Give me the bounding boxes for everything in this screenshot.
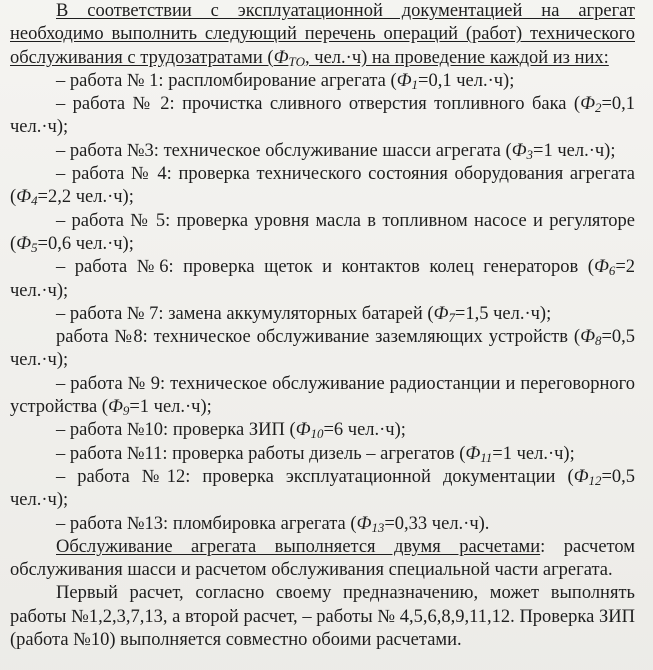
work-item-labor: =0,6 чел.·ч);	[37, 233, 134, 254]
work-item-symbol: Ф	[511, 140, 527, 161]
work-item-symbol-subscript: 9	[122, 402, 130, 418]
work-item-text: – работа №13: пломбировка агрегата (	[56, 513, 357, 534]
work-item-text: – работа №10: проверка ЗИП (	[56, 420, 296, 441]
work-item-text: – работа №6: проверка щеток и контактов колец генераторов (	[56, 257, 594, 278]
work-item	[10, 93, 635, 140]
work-item-symbol: Ф	[593, 257, 609, 278]
work-item-labor: =1,5 чел.·ч);	[454, 303, 552, 324]
work-item-text: – работа № 4: проверка технического состояния оборудования агрегата (	[10, 164, 635, 208]
work-item-text: – работа № 2: прочистка сливного отверстия топливного бака (	[56, 94, 581, 115]
work-item-labor: =0,1 чел.·ч);	[418, 70, 515, 91]
work-item-symbol-subscript: 7	[448, 309, 455, 325]
intro-symbol-subscript: ТО	[288, 53, 306, 69]
work-item-symbol: Ф	[295, 420, 311, 441]
work-item-symbol: Ф	[356, 513, 372, 534]
work-item-labor: =1 чел.·ч);	[533, 140, 616, 161]
work-item-symbol: Ф	[396, 70, 412, 91]
works-list	[10, 70, 635, 536]
work-item-labor: =0,5 чел.·ч);	[10, 466, 635, 511]
work-item-symbol: Ф	[465, 443, 481, 464]
work-item-symbol: Ф	[107, 397, 123, 418]
distribution-paragraph: Первый расчет, согласно своему предназначению, может выполнять работы №1,2,3,7,13, а второй расчет, – работы № 4,5,6,8,9,11,12. Проверка ЗИП (работа №10) выполняется совместно обоими расчетами.	[10, 583, 635, 651]
work-item-symbol: Ф	[580, 94, 595, 115]
work-item	[10, 466, 635, 513]
work-item-symbol-subscript: 10	[310, 426, 324, 442]
work-item	[10, 326, 635, 373]
work-item-symbol: Ф	[433, 303, 449, 324]
intro-text-part1: В соответствии с эксплуатационной документацией на агрегат необходимо выполнить следующий перечень операций (работ) технического обслуживания с трудозатратами (	[10, 1, 635, 68]
work-item-symbol-subscript: 8	[594, 333, 602, 348]
work-item-labor: =1 чел.·ч);	[492, 443, 575, 464]
work-item-symbol-subscript: 5	[31, 239, 38, 255]
work-item-labor: =0,1 чел.·ч);	[10, 94, 635, 138]
intro-symbol: Ф	[273, 47, 289, 68]
work-item-text: – работа № 1: распломбирование агрегата (	[56, 70, 397, 91]
work-item	[10, 70, 635, 93]
intro-text-part2: , чел.·ч) на проведение каждой из них:	[305, 47, 609, 68]
work-item-symbol: Ф	[16, 233, 32, 254]
work-item-symbol-subscript: 12	[588, 472, 602, 488]
work-item-symbol: Ф	[573, 466, 589, 487]
work-item	[10, 373, 635, 420]
work-item-text: – работа № 7: замена аккумуляторных батарей (	[56, 303, 434, 324]
work-item-text: – работа №12: проверка эксплуатационной документации (	[56, 466, 574, 487]
work-item	[10, 256, 635, 303]
work-item-labor: =2 чел.·ч);	[10, 257, 635, 301]
work-item-symbol: Ф	[16, 187, 32, 208]
work-item-symbol-subscript: 2	[594, 100, 602, 116]
calculation-teams-paragraph	[10, 536, 635, 583]
work-item-labor: =0,33 чел.·ч).	[384, 513, 490, 534]
work-item-text: – работа №11: проверка работы дизель – агрегатов (	[56, 443, 466, 464]
work-item-labor: =1 чел.·ч);	[129, 397, 212, 418]
work-item-symbol-subscript: 13	[371, 519, 385, 535]
work-item-labor: =6 чел.·ч);	[323, 420, 406, 441]
work-item	[10, 163, 635, 210]
work-item	[10, 210, 635, 257]
calculation-teams-text: : расчетом обслуживания шасси и расчетом обслуживания специальной части агрегата.	[10, 536, 635, 581]
work-item-text: – работа № 5: проверка уровня масла в топливном насосе и регуляторе (	[10, 210, 635, 254]
calculation-teams-underlined: Обслуживание агрегата выполняется двумя расчетами	[56, 536, 541, 557]
work-item-symbol-subscript: 11	[480, 449, 493, 465]
work-item-text: – работа № 9: техническое обслуживание радиостанции и переговорного устройства (	[10, 373, 635, 418]
work-item-symbol: Ф	[580, 327, 595, 348]
work-item	[10, 419, 635, 442]
work-item-symbol-subscript: 6	[608, 263, 616, 279]
work-item	[10, 443, 635, 466]
work-item-labor: =2,2 чел.·ч);	[37, 187, 134, 208]
work-item-text: работа №8: техническое обслуживание заземляющих устройств (	[56, 327, 581, 348]
work-item	[10, 140, 635, 163]
work-item-symbol-subscript: 4	[31, 193, 38, 209]
work-item-symbol-subscript: 1	[411, 76, 419, 92]
intro-text-underlined	[10, 1, 635, 68]
work-item	[10, 303, 635, 326]
work-item	[10, 513, 635, 536]
intro-paragraph	[10, 0, 635, 70]
work-item-labor: =0,5 чел.·ч);	[10, 327, 635, 371]
work-item-text: – работа №3: техническое обслуживание шасси агрегата (	[56, 140, 512, 161]
work-item-symbol-subscript: 3	[526, 146, 534, 162]
